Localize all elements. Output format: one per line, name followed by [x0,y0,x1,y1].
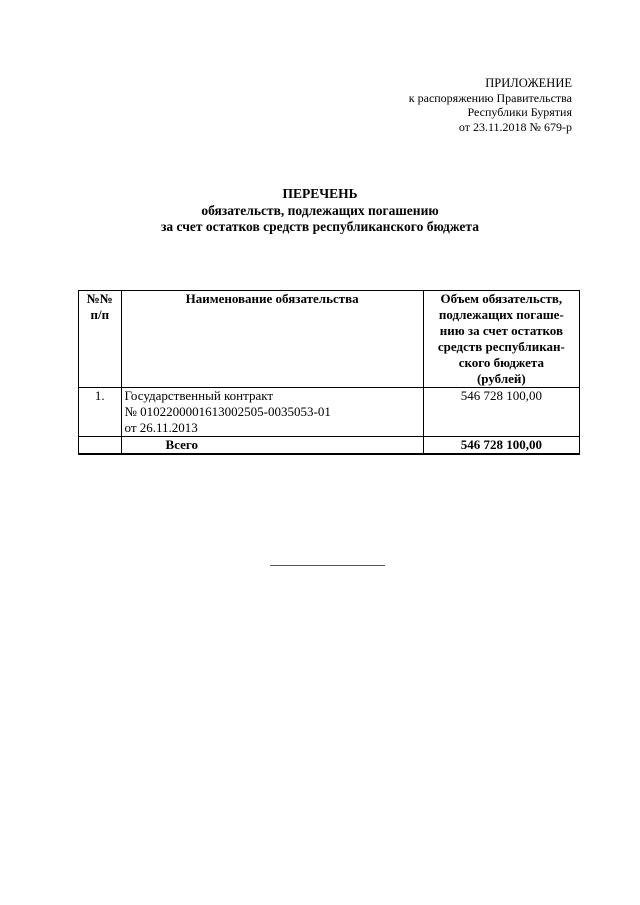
header-amount [423,291,579,388]
header-amount-line-1: Объем обязательств, [440,291,563,306]
appendix-header [409,76,572,134]
header-amount-line-2: подлежащих погаше- [438,307,564,322]
header-name: Наименование обязательства [121,291,423,388]
row-name [121,388,423,437]
total-row [79,437,580,455]
appendix-date-number: от 23.11.2018 № 679-р [458,119,572,134]
header-amount-line-5: ского бюджета [458,355,544,370]
header-amount-line-4: средств республикан- [437,339,565,354]
header-number-line-2: п/п [90,307,110,322]
table-row [79,388,580,437]
end-divider [270,565,385,566]
title-line-1: ПЕРЕЧЕНЬ [282,186,358,201]
title-line-3: за счет остатков средств республиканского бюджета [161,219,479,234]
appendix-label: ПРИЛОЖЕНИЕ [485,76,572,90]
row-amount: 546 728 100,00 [423,388,579,437]
table-header-row [79,291,580,388]
header-number [79,291,122,388]
total-label: Всего [121,437,423,455]
row-name-line-2: № 0102200001613002505-0035053-01 [124,404,331,419]
total-amount: 546 728 100,00 [423,437,579,455]
obligations-table [78,290,580,455]
row-number: 1. [79,388,122,437]
header-amount-line-6: (рублей) [476,371,526,386]
header-amount-line-3: нию за счет остатков [439,323,563,338]
total-number-cell [79,437,122,455]
appendix-order-ref: к распоряжению Правительства [408,90,572,105]
title-line-2: обязательств, подлежащих погашению [201,202,439,218]
appendix-region: Республики Бурятия [467,105,572,119]
header-number-line-1: №№ [86,291,113,306]
document-title [0,186,640,236]
row-name-line-1: Государственный контракт [124,388,274,403]
row-name-line-3: от 26.11.2013 [124,420,198,435]
